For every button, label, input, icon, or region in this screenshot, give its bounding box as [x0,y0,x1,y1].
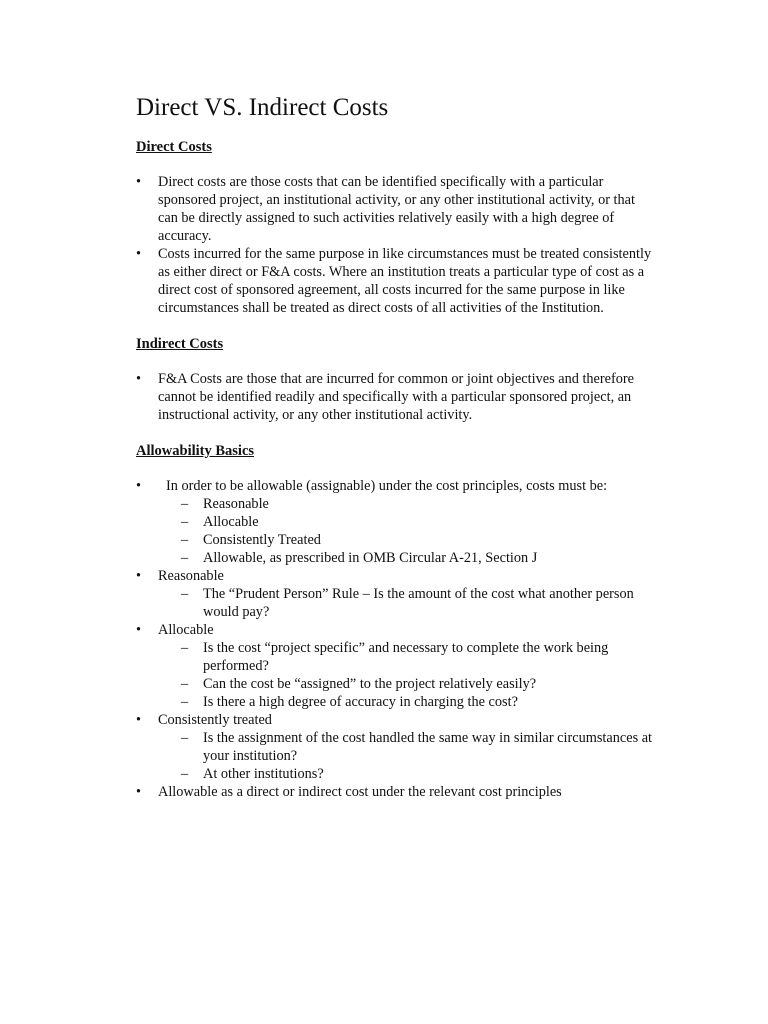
bullet-text: Consistently treated [158,712,272,728]
bullet-icon: • [136,784,142,800]
sub-item-text: Is the cost “project specific” and necessary to complete the work being performed? [203,640,609,674]
dash-icon: – [181,496,189,512]
sub-item [158,549,656,567]
bullet-item [136,621,656,711]
dash-icon: – [181,586,189,602]
document-page [136,92,656,819]
bullet-item [136,370,656,424]
sub-item [158,585,656,621]
sub-item [158,675,656,693]
sub-list [158,639,656,711]
bullet-text: Costs incurred for the same purpose in like circumstances must be treated consistently as either direct or F&A costs. Where an institution treats a particular type of cost as a direct cost of sponsored agreement, all costs incurred for the same purpose in like circumstances shall be treated as direct costs of all activities of the Institution. [158,246,652,316]
sub-list [158,729,656,783]
sub-list [158,495,656,567]
bullet-text: Allowable as a direct or indirect cost under the relevant cost principles [158,784,562,800]
section-heading: Allowability Basics [136,443,255,459]
bullet-icon: • [136,478,142,494]
bullet-text: Reasonable [158,568,224,584]
bullet-icon: • [136,622,142,638]
bullet-text: In order to be allowable (assignable) under the cost principles, costs must be: [166,478,608,494]
sub-item [158,513,656,531]
bullet-text: Allocable [158,622,214,638]
section-heading: Indirect Costs [136,336,224,352]
bullet-item [136,783,656,801]
sub-item-text: Allowable, as prescribed in OMB Circular A-21, Section J [203,550,538,566]
dash-icon: – [181,640,189,656]
section [136,335,656,424]
sub-item [158,531,656,549]
sub-item [158,495,656,513]
document-body [136,138,656,801]
bullet-item [136,245,656,317]
sub-item [158,765,656,783]
bullet-item [136,477,656,567]
bullet-text: Direct costs are those costs that can be identified specifically with a particular sponsored project, an institutional activity, or any other institutional activity, or that can be directly assigned to such activities relatively easily with a high degree of accuracy. [158,174,635,244]
sub-item-text: Is the assignment of the cost handled the same way in similar circumstances at your institution? [203,730,653,764]
sub-list [158,585,656,621]
bullet-list [136,370,656,424]
dash-icon: – [181,676,189,692]
section [136,442,656,801]
sub-item-text: The “Prudent Person” Rule – Is the amount of the cost what another person would pay? [203,586,634,620]
sub-item-text: Is there a high degree of accuracy in charging the cost? [203,694,518,710]
dash-icon: – [181,694,189,710]
bullet-icon: • [136,174,142,190]
bullet-icon: • [136,712,142,728]
section [136,138,656,317]
sub-item-text: Reasonable [203,496,269,512]
sub-item-text: At other institutions? [203,766,324,782]
dash-icon: – [181,730,189,746]
section-heading: Direct Costs [136,139,212,155]
bullet-list [136,477,656,801]
document-title: Direct VS. Indirect Costs [136,94,389,121]
sub-item [158,639,656,675]
sub-item-text: Can the cost be “assigned” to the project relatively easily? [203,676,537,692]
sub-item [158,729,656,765]
dash-icon: – [181,532,189,548]
bullet-item [136,173,656,245]
dash-icon: – [181,550,189,566]
bullet-icon: • [136,246,142,262]
sub-item-text: Allocable [203,514,259,530]
bullet-text: F&A Costs are those that are incurred for common or joint objectives and therefore cannot be identified readily and specifically with a particular sponsored project, an instructional activity, or any other institutional activity. [158,371,635,423]
sub-item [158,693,656,711]
dash-icon: – [181,766,189,782]
sub-item-text: Consistently Treated [203,532,321,548]
bullet-icon: • [136,371,142,387]
bullet-list [136,173,656,317]
bullet-item [136,711,656,783]
bullet-icon: • [136,568,142,584]
bullet-item [136,567,656,621]
dash-icon: – [181,514,189,530]
